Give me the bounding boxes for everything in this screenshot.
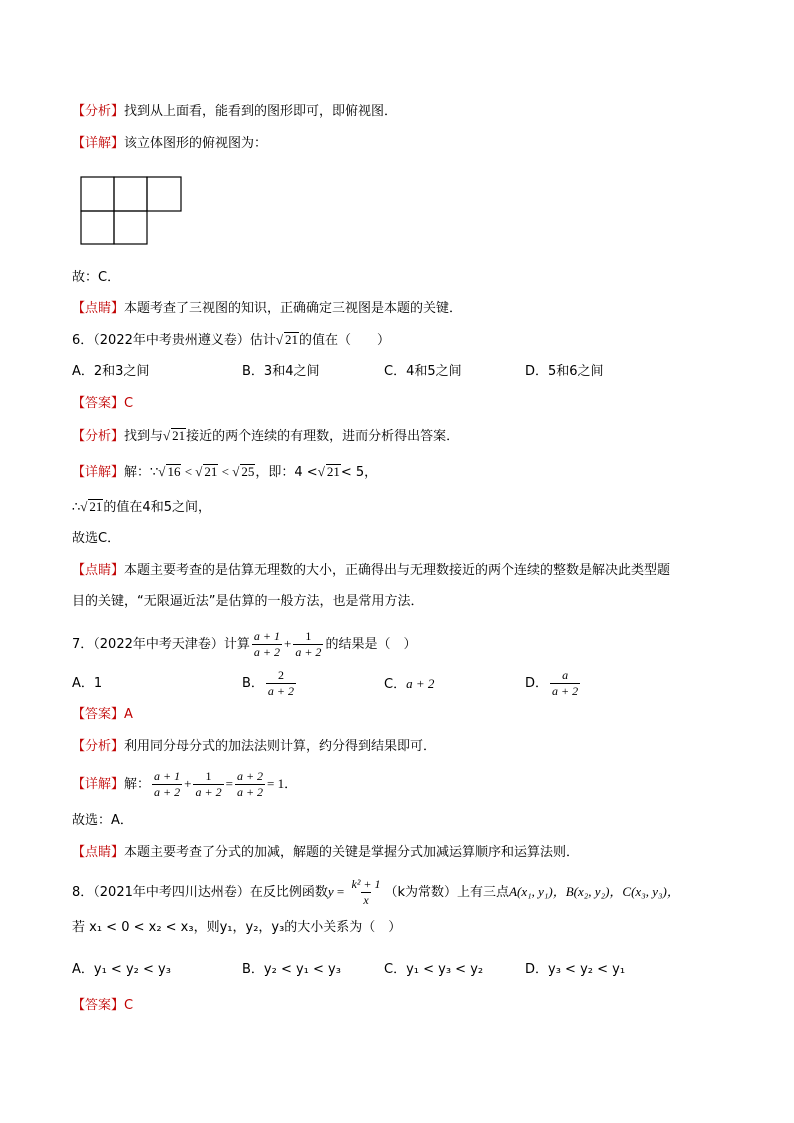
choose-line-q6: 故选C．	[72, 531, 121, 546]
question-8-stem: 8．（2021年中考四川达州卷）在反比例函数y = $\frac{\text{k² + 1}}{x}$ （k为常数）上有三点A(x₁, y₁)，B(x₂, y₂)，C(x₃, y₃)，	[72, 877, 680, 907]
detail-tag: 【详解】	[72, 465, 125, 480]
comment-line2-q6: 目的关键，“无限逼近法”是估算的一般方法，也是常用方法．	[72, 594, 424, 609]
option-c: C．4和5之间	[384, 364, 462, 379]
radical: 21	[172, 428, 186, 443]
grid-cell	[81, 177, 114, 211]
detail-text: < 5，	[340, 465, 378, 480]
conclusion-q5: 故：C．	[72, 270, 121, 285]
comment-line-q5	[72, 299, 754, 319]
answer-tag: 【答案】	[72, 998, 125, 1013]
answer-line-q7	[72, 705, 754, 725]
detail-text: 该立体图形的俯视图为：	[124, 136, 268, 151]
analysis-text: 找到从上面看，能看到的图形即可，即俯视图．	[124, 104, 398, 119]
detail-line-q5	[72, 134, 754, 154]
grid-cell	[81, 211, 114, 244]
option-c: C．y₁ < y₃ < y₂	[384, 962, 484, 977]
analysis-line-q5	[72, 102, 754, 122]
comment-tag: 【点睛】	[72, 301, 125, 316]
option-b: B．y₂ < y₁ < y₃	[242, 962, 341, 977]
fraction: $\frac{a + 1}{a + 2}$	[253, 629, 280, 659]
comment-line-q6	[72, 561, 754, 581]
radical: 21	[89, 499, 103, 514]
option-d: D． $\frac{a}{a + 2}$	[525, 668, 579, 698]
detail-tag: 【详解】	[72, 136, 125, 151]
therefore-symbol: ∴	[72, 500, 81, 515]
choose-line-q7: 故选：A．	[72, 813, 133, 828]
analysis-text: 接近的两个连续的有理数，进而分析得出答案．	[186, 429, 460, 444]
analysis-tag: 【分析】	[72, 739, 125, 754]
therefore-line-q6: ∴√ 21的值在4和5之间，	[72, 499, 211, 515]
question-number: 8．	[72, 885, 94, 900]
analysis-text: 利用同分母分式的加法法则计算，约分得到结果即可．	[124, 739, 437, 754]
question-number: 6．	[72, 333, 94, 348]
comment-text: 本题主要考查了分式的加减，解题的关键是掌握分式加减运算顺序和运算法则．	[124, 845, 580, 860]
detail-text: 解：∵	[124, 465, 159, 480]
answer-line-q6	[72, 394, 754, 414]
radical: 21	[285, 332, 299, 347]
answer-tag: 【答案】	[72, 396, 125, 411]
radical: 25	[241, 464, 255, 479]
option-a: A．y₁ < y₂ < y₃	[72, 962, 171, 977]
fraction: $\frac{1}{a + 2}$	[295, 629, 322, 659]
option-b: B．3和4之间	[242, 364, 320, 379]
detail-line-q7: 【详解】解： $\frac{a + 1}{a + 2}$ + $\frac{1}{a + 2}$ = $\frac{a + 2}{a + 2}$ = 1．	[72, 769, 298, 799]
question-number: 7．	[72, 637, 94, 652]
option-b: B． $\frac{2}{a + 2}$	[242, 668, 295, 698]
question-8-condition: 若 x₁ < 0 < x₂ < x₃，则y₁，y₂，y₃的大小关系为（ ）	[72, 920, 402, 935]
comment-tag: 【点睛】	[72, 563, 125, 578]
detail-text: ，即：4 <	[255, 465, 318, 480]
answer-value: A	[124, 707, 133, 722]
question-source: （2022年中考天津卷）计算	[93, 637, 250, 652]
option-d: D．5和6之间	[525, 364, 604, 379]
comment-line-q7	[72, 843, 754, 863]
detail-line-q6: 【详解】解：∵√ 16 < √ 21 < √ 25，即：4 <√ 21< 5，	[72, 464, 378, 480]
question-stem-end: 的值在（ ）	[299, 333, 391, 348]
option-a: A．2和3之间	[72, 364, 150, 379]
option-d: D．y₃ < y₂ < y₁	[525, 962, 626, 977]
answer-value: C	[124, 396, 134, 411]
analysis-text: 找到与	[124, 429, 164, 444]
analysis-tag: 【分析】	[72, 104, 125, 119]
answer-tag: 【答案】	[72, 707, 125, 722]
option-c: C．a + 2	[384, 676, 435, 692]
question-7-stem: 7．（2022年中考天津卷）计算 $\frac{a + 1}{a + 2}$ + $\frac{1}{a + 2}$ 的结果是（ ）	[72, 629, 417, 659]
radical: 16	[167, 464, 181, 479]
grid-cell	[147, 177, 181, 211]
radical: 21	[326, 464, 340, 479]
option-a: A．1	[72, 676, 103, 691]
question-source: （2022年中考贵州遵义卷）估计	[93, 333, 276, 348]
therefore-text: 的值在4和5之间，	[103, 500, 211, 515]
top-view-figure	[80, 176, 184, 246]
question-stem-end: 的结果是（ ）	[325, 637, 417, 652]
detail-tag: 【详解】	[72, 777, 125, 792]
comment-tag: 【点睛】	[72, 845, 125, 860]
comment-text: 本题主要考查的是估算无理数的大小，正确得出与无理数接近的两个连续的整数是解决此类型题	[124, 563, 671, 578]
grid-cell	[114, 177, 147, 211]
comment-text: 本题考查了三视图的知识，正确确定三视图是本题的关键．	[124, 301, 463, 316]
question-6-stem: 6．（2022年中考贵州遵义卷）估计√ 21的值在（ ）	[72, 332, 391, 348]
answer-value: C	[124, 998, 134, 1013]
grid-cell	[114, 211, 147, 244]
answer-line-q8	[72, 996, 754, 1016]
radical: 21	[204, 464, 218, 479]
analysis-tag: 【分析】	[72, 429, 125, 444]
analysis-line-q6: 【分析】找到与√ 21接近的两个连续的有理数，进而分析得出答案．	[72, 428, 460, 444]
analysis-line-q7	[72, 737, 754, 757]
question-source: （2021年中考四川达州卷）在反比例函数	[93, 885, 328, 900]
